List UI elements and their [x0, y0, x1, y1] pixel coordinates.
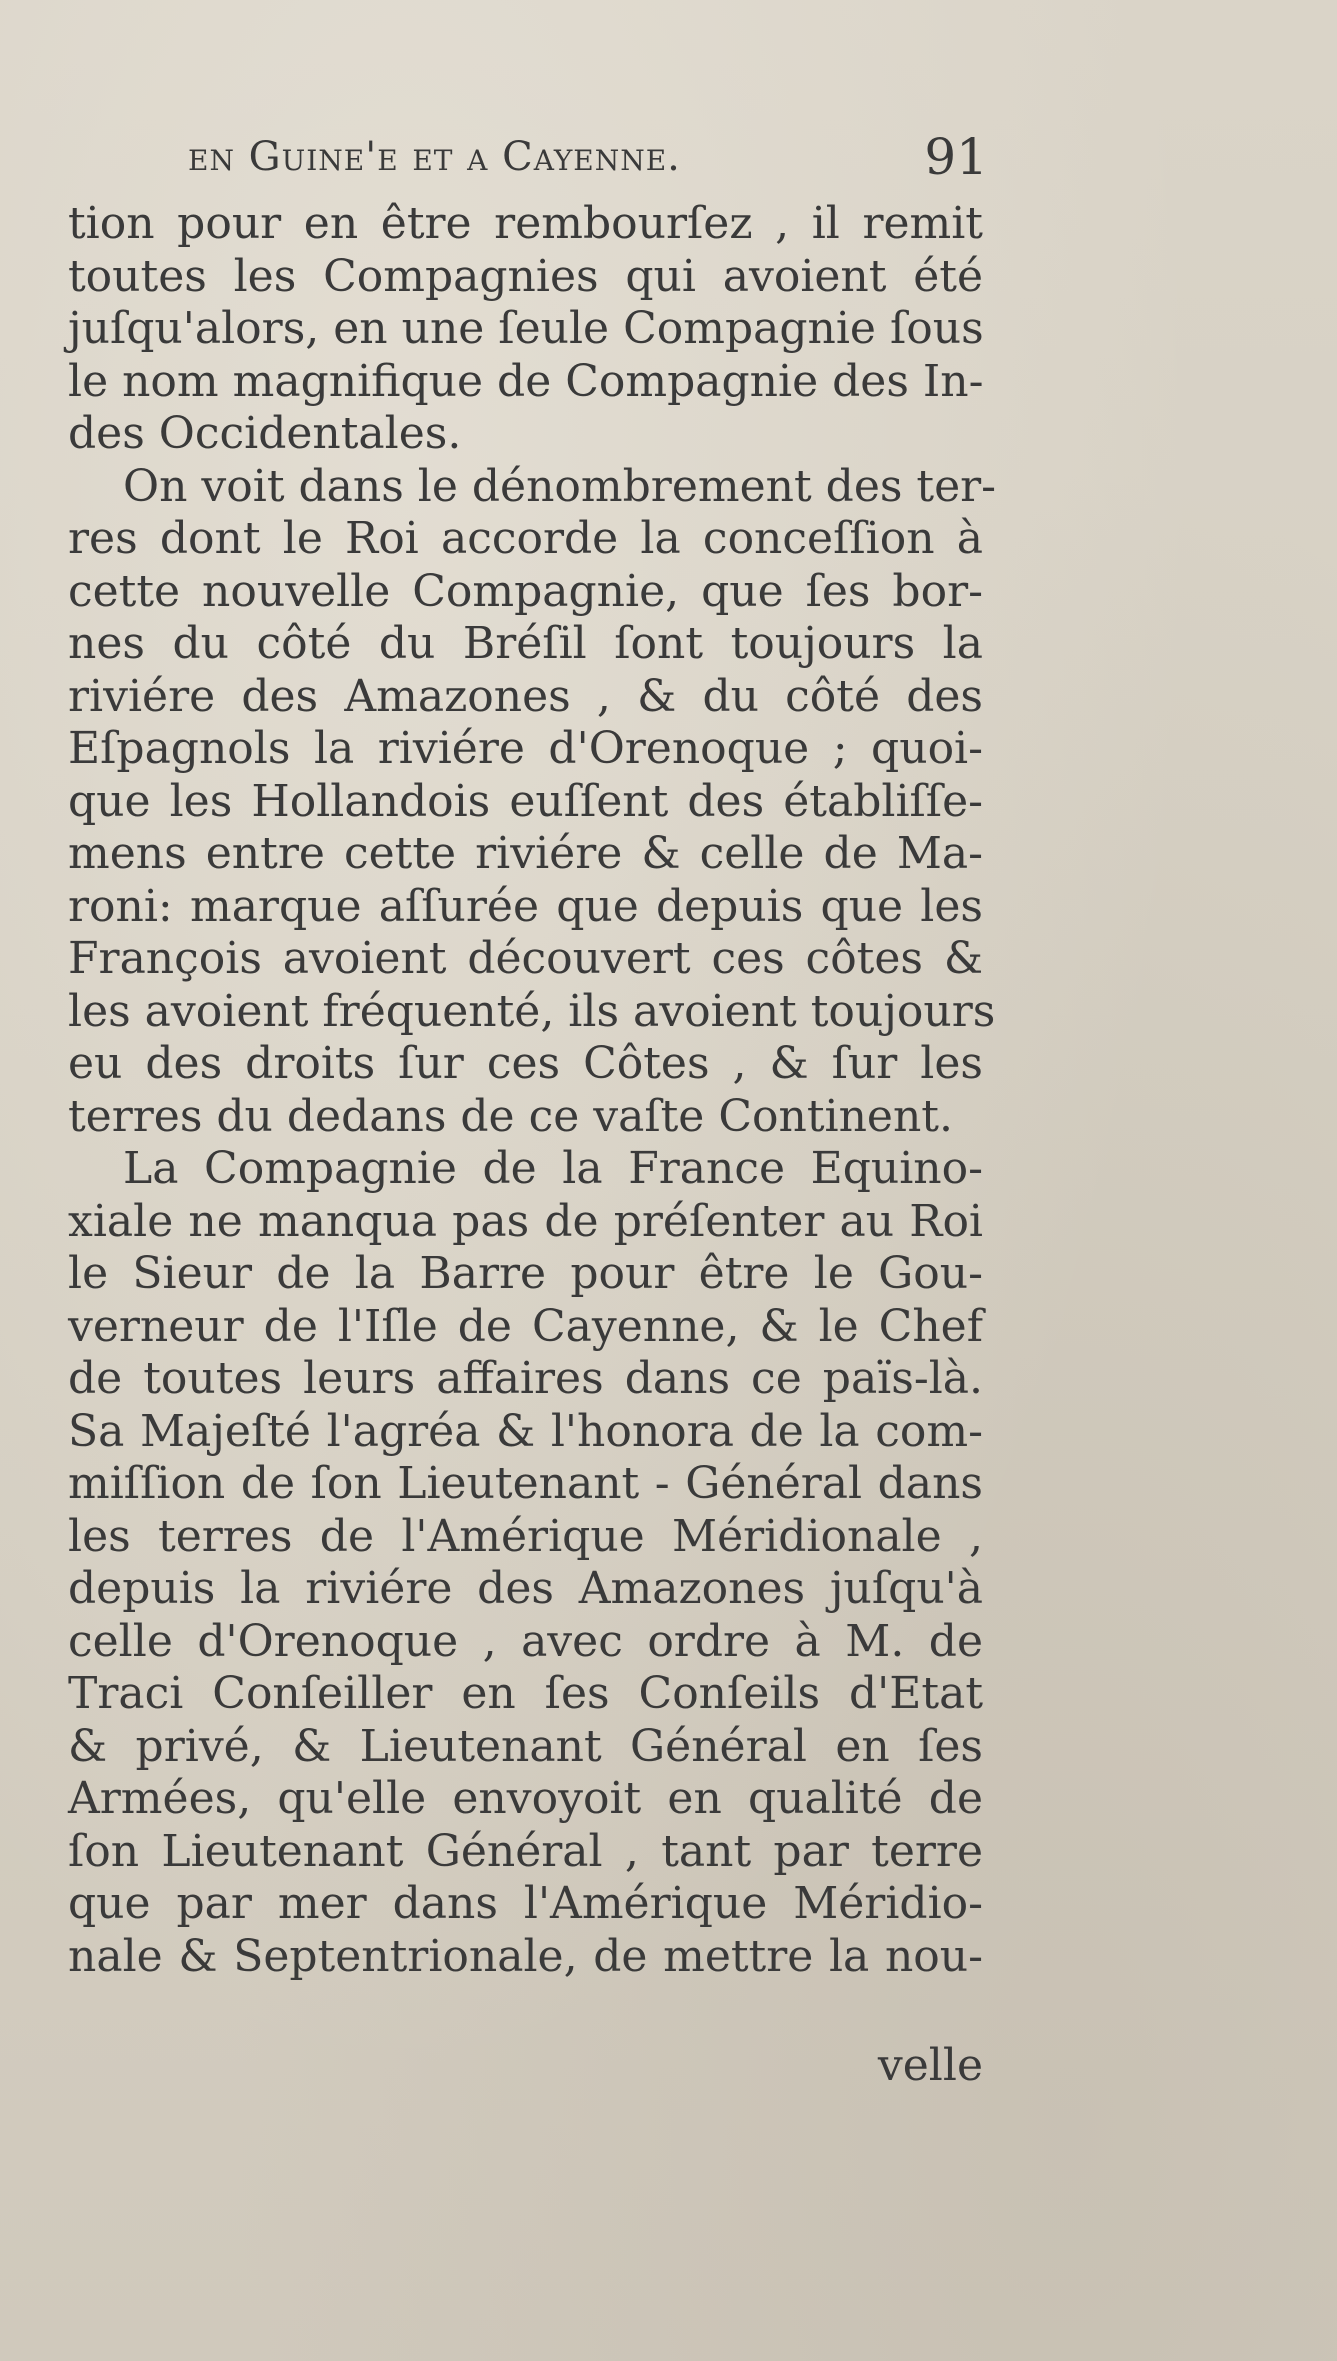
- text-line: que par mer dans l'Amérique Méridio-: [68, 1878, 983, 1929]
- text-line: terres du dedans de ce vaſte Continent.: [68, 1090, 953, 1142]
- text-line: celle d'Orenoque , avec ordre à M. de: [68, 1615, 983, 1667]
- text-line: de toutes leurs affaires dans ce païs-là.: [68, 1353, 983, 1404]
- text-line: depuis la riviére des Amazones juſqu'à: [68, 1563, 983, 1614]
- text-line: les terres de l'Amérique Méridionale ,: [68, 1510, 983, 1562]
- text-line: nale & Septentrionale, de mettre la nou-: [68, 1930, 983, 1982]
- text-line: Traci Conſeiller en ſes Conſeils d'Etat: [68, 1668, 983, 1719]
- text-line: On voit dans le dénombrement des ter-: [123, 460, 997, 512]
- text-line: Eſpagnols la riviére d'Orenoque ; quoi-: [68, 723, 983, 774]
- text-line: les avoient fréquenté, ils avoient toujours: [68, 985, 996, 1037]
- text-line: cette nouvelle Compagnie, que ſes bor-: [68, 565, 983, 617]
- text-line: juſqu'alors, en une ſeule Compagnie ſous: [68, 303, 984, 354]
- text-line: riviére des Amazones , & du côté des: [68, 670, 983, 722]
- catchword: velle: [877, 2040, 983, 2091]
- text-line: le nom magnifique de Compagnie des In-: [68, 355, 984, 407]
- text-line: des Occidentales.: [68, 408, 462, 459]
- text-line: Armées, qu'elle envoyoit en qualité de: [68, 1773, 983, 1824]
- running-head: [188, 128, 988, 188]
- running-title: en Guine'e et a Cayenne.: [188, 134, 681, 180]
- text-line: toutes les Compagnies qui avoient été: [68, 250, 983, 302]
- text-line: miſſion de ſon Lieutenant - Général dans: [68, 1458, 983, 1509]
- text-line: roni: marque aſſurée que depuis que les: [68, 880, 983, 932]
- page-number: 91: [924, 128, 988, 186]
- text-line: tion pour en être rembourſez , il remit: [68, 198, 983, 249]
- text-line: ſon Lieutenant Général , tant par terre: [68, 1825, 983, 1877]
- text-line: nes du côté du Bréſil ſont toujours la: [68, 618, 983, 669]
- text-line: res dont le Roi accorde la conceſſion à: [68, 513, 983, 564]
- text-line: La Compagnie de la France Equino-: [123, 1143, 983, 1194]
- text-line: le Sieur de la Barre pour être le Gou-: [68, 1248, 983, 1299]
- text-line: verneur de l'Iſle de Cayenne, & le Chef: [68, 1300, 983, 1352]
- text-line: Sa Majeſté l'agréa & l'honora de la com-: [68, 1405, 983, 1457]
- text-line: eu des droits ſur ces Côtes , & ſur les: [68, 1038, 983, 1089]
- text-line: mens entre cette riviére & celle de Ma-: [68, 828, 983, 879]
- text-line: xiale ne manqua pas de préſenter au Roi: [68, 1195, 983, 1247]
- text-line: François avoient découvert ces côtes &: [68, 933, 983, 984]
- text-line: & privé, & Lieutenant Général en ſes: [68, 1720, 983, 1772]
- body-text: [68, 198, 997, 1983]
- text-line: que les Hollandois euſſent des établiſſe-: [68, 775, 983, 827]
